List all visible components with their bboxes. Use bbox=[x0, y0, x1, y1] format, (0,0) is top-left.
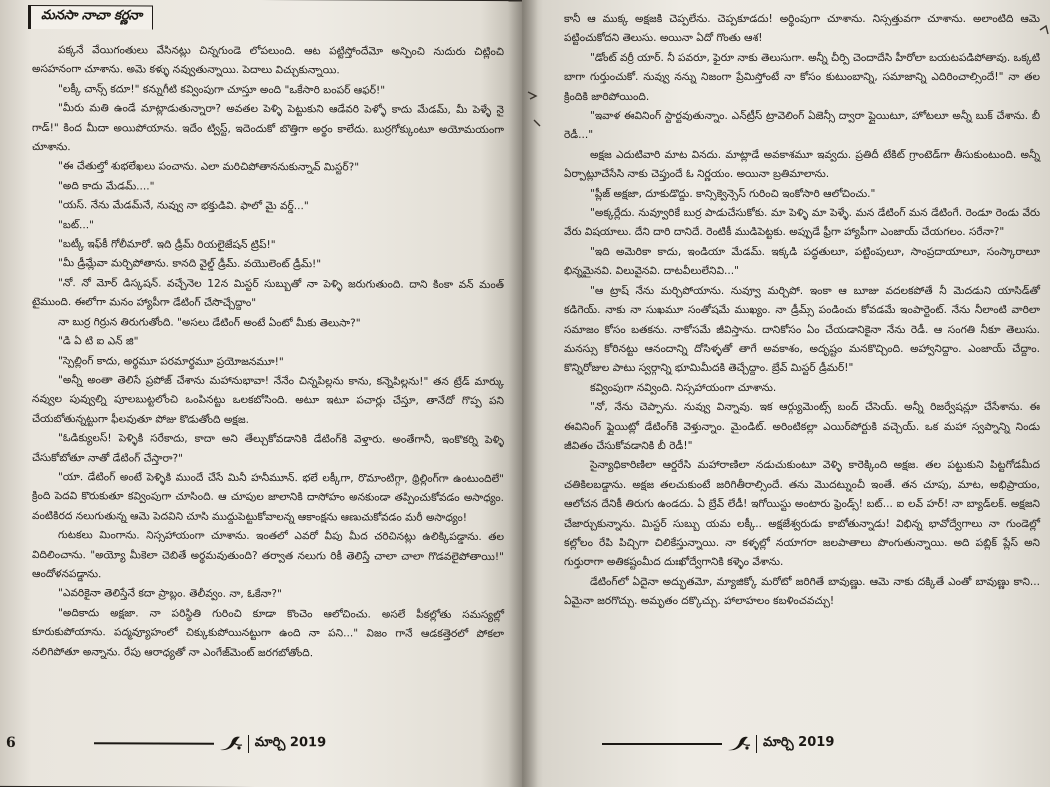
paragraph: "స్పెల్లింగ్ కాదు, అర్థమూ పరమార్థమూ ప్రయోజనమూ!" bbox=[58, 354, 284, 368]
leaf-flourish-icon bbox=[726, 735, 752, 753]
paragraph: "ఇవాళ ఈవినింగ్ స్టార్టవుతున్నాం. ఎన్‌ట్రీస్ ట్రావెలింగ్ ఏజెన్సీ ద్వారా ప్లైయిటూ, హోటలూ అన్నీ బుక్ చేశాను. బీ రెడీ..." bbox=[564, 110, 1040, 142]
issue-date: మార్చి 2019 bbox=[248, 735, 326, 753]
column-title: మనసా నాచా కర్ణనా bbox=[28, 5, 153, 30]
paragraph: "నో. నో మోర్ డిస్కషన్. వచ్చేనెల 12న మిస్టర్ సుబ్బుతో నా పెళ్ళి జరుగుతుంది. దాని కింకా వన్ మంత్ టైముంది. ఈలోగా మనం హ్యాపీగా డేటింగ్ చేసొచ్చేద్దాం" bbox=[32, 276, 504, 310]
right-page-footer bbox=[522, 735, 1050, 753]
left-page bbox=[0, 0, 522, 787]
right-text-column bbox=[564, 10, 1040, 612]
paragraph: "ఓడిక్యులస్! పెళ్ళికి సరేకాదు, కాదా అని తేల్చుకోవడానికి డేటింగ్‌కి వెళ్తారు. అంతేగానీ, ఇంకొకర్ని పెళ్ళి చేసుకోబోతూ నాతో డేటింగ్ చేస్తారా?" bbox=[32, 432, 504, 465]
paragraph: "బట్కీ ఇఫ్‌కీ గోలీమారో. ఇది డ్రీమ్ రియలైజేషన్ ట్రిప్!" bbox=[58, 238, 276, 252]
paragraph: "ఆ ట్రాష్ నేను మర్చిపోయాను. నువ్వూ మర్చిపో. ఇంకా ఆ బూజు వదలకపోతే నీ మెదడుని యాసిడ్‌తో కడిగెయ్. నాకు నా సుఖమూ సంతోషమే ముఖ్యం. నా డ్రీమ్స్ పండించు కోవడమే ఇంపార్టెంట్. నేను నీలాంటి వారిలా సమాజం కోసం బతకను. నాకోసమే జీవిస్తాను. దానికోసం ఏం చేయడానికైనా నేను రెడీ. ఆ సంగతి నీకూ తెలుసు. మనస్సు కోరినట్టు ఆనందాన్ని దోసిళ్ళతో తాగే అవకాశం, అదృష్టం మనకొచ్చింది. అహ్వానిద్దాం. ఎంజాయ్ చేద్దాం. కొన్నిరోజుల పాటు స్వర్గాన్ని భూమిమీదకి తెచ్చేద్దాం. బ్రేవ్ మిస్టర్ డ్రీమర్!" bbox=[564, 284, 1040, 375]
paragraph: "ఈ చేతుల్తో శుభలేఖలు పంచాను. ఎలా మరిచిపోతాననుకున్నావ్ మిస్టర్?" bbox=[58, 160, 360, 174]
paragraph: "యా. డేటింగ్ అంటే పెళ్ళికి ముందే చేసే మినీ హనీమూన్. భలే లక్కీగా, రొమాంటిగ్గా, థ్రిల్లింగ్‌గా ఉంటుందిలే" క్రింది పెదవి కొరుకుతూ కవ్వింపుగా చూసింది. ఆ చూపుల జాలానికి దాసోహం అనకుండా తప్పించుకోవడం అసాధ్యం. వంటికిరద నలుగుతున్న ఆమె పెదవిని చూసి ముద్దుపెట్టుకోవాలన్న ఆకాంక్షను ఆణుచుకోవడం మరీ అసాధ్యం! bbox=[32, 471, 504, 524]
paragraph: "అన్నీ అంతా తెలిసే ప్రపోజ్ చేశాను మహానుభావా! నేనేం చిన్నపిల్లను కాను, కన్నెపిల్లను!" తన ట్రేడ్ మార్కు నవ్వుల పువ్వుల్ని పూలబుట్టలోంచి ఒంపినట్టు ఒలకబోసింది. అటూ ఇటూ పచార్లు చేస్తూ, తానేదో గొప్ప పని చేయబోతున్నట్టుగా ఫీలవుతూ పోజు కొడుతోంది అక్షజ. bbox=[32, 374, 504, 426]
page-number: 6 bbox=[6, 734, 16, 751]
footer-rule bbox=[94, 743, 214, 745]
leaf-flourish-icon bbox=[218, 735, 244, 753]
paragraph: గుటకలు మింగాను. నిస్సహాయంగా చూశాను. ఇంతలో ఎవరో వీపు మీద చరిచినట్లు ఉలిక్కిపడ్డాను. తల విదిలించాను. "అయ్యో మీకెలా చెబితే అర్థమవుతుంది? తర్వాత నలుగు రికీ తెలిస్తే చాలా చాలా గొడవలైపోతాయి!" ఆందోళనపడ్డాను. bbox=[32, 529, 504, 581]
paragraph: "మీ డ్రీమ్లేవా మర్చిపోతాను. కానది వైల్డ్ డ్రీమ్. వయొలెంట్ డ్రీమ్!" bbox=[58, 257, 322, 271]
paragraph: నా బుర్ర గిర్రున తిరుగుతోంది. "అసలు డేటింగ్ అంటే ఏంటో మీకు తెలుసా?" bbox=[58, 315, 361, 330]
paragraph: "నో, నేను చెప్పాను. నువ్వు విన్నావు. ఇక ఆర్గ్యుమెంట్స్ బంద్ చేసెయ్. అన్నీ రిజర్వేషన్లూ చేసేశాను. ఈ ఈవినింగ్ ఫ్లైయిట్లో డేటింగ్‌కి వెళ్తున్నాం. మైండిట్. అరింటికల్లా ఎయిర్‌పోర్టుకి వచ్చెయ్. ఒక మహా స్వప్నాన్ని నిండు జీవితం చేసుకోవడానికి బీ రెడీ!" bbox=[564, 401, 1040, 452]
paragraph: "అక్కర్లేదు. నువ్వూరికే బుర్ర పాడుచేసుకోకు. మా పెళ్ళి మా పెళ్ళే. మన డేటింగ్ మన డేటింగే. రెండూ రెండు వేరు వేరు విషయాలు. దేని దారి దానిదే. రెంటికీ ముడిపెట్టకు. అప్పుడే ఫ్రీగా హ్యాపీగా ఎంజాయ్ చేయగలం. సరేనా?" bbox=[564, 207, 1040, 239]
paragraph: "మీరు మతి ఉండే మాట్లాడుతున్నారా? అవతల పెళ్ళి పెట్టుకుని ఆడేవరి పెళ్ళో కాదు మేడమ్, మీ పెళ్ళే నై గాడ్!" కింద మీదా అయిపోయాను. ఇదేం ట్విస్ట్, ఇదెందుకో బొత్తిగా అర్థం కాలేదు. బుర్రగోక్కుంటూ అయోమయంగా చూశాను. bbox=[32, 102, 504, 154]
right-page bbox=[522, 0, 1050, 787]
footer-rule bbox=[602, 743, 722, 745]
paragraph: కానీ ఆ ముక్క అక్షజకి చెప్పలేను. చెప్పకూడదు! అర్థింపుగా చూశాను. నిస్సత్తువగా చూశాను. అలాంటిది ఆమె పట్టించుకోదని తెలుసు. అయినా ఏదో గొంతు ఆశ! bbox=[564, 13, 1040, 45]
paragraph: "ఇది అమెరికా కాదు, ఇండియా మేడమ్. ఇక్కడి పద్ధతులూ, పట్టింపులూ, సాంప్రదాయాలూ, సంస్కారాలూ భిన్నమైనవి. విలువైనవి. దాటవీలులేనివి..." bbox=[564, 245, 1040, 278]
paragraph: "డోంట్ వర్రీ యార్. నీ పవరూ, ఫైరూ నాకు తెలుసుగా. అన్నీ చీర్పి చెందాదేసి హీరోలా బయటపడిపోతావు. ఒక్కటి బాగా గుర్తుంచుకో. నువ్వు నన్ను నిజంగా ప్రేమిస్తోంటే నా కోసం కుటుంబాన్ని, సమాజాన్ని ఎదిరించాల్సిందే!" నా తల క్రిందికి జారిపోయింది. bbox=[564, 51, 1041, 103]
left-page-footer bbox=[0, 734, 522, 754]
paragraph: "లక్కీ చాన్స్ కదూ!" కన్నుగీటి కవ్వింపుగా చూస్తూ అంది "ఒకేసారి బంపర్ ఆఫర్!" bbox=[58, 82, 386, 97]
paragraph: కవ్వింపుగా నవ్వింది. నిస్సహాయంగా చూశాను. bbox=[590, 381, 777, 394]
book-gutter bbox=[508, 0, 538, 787]
paragraph: అక్షజ ఎదుటివారి మాట వినదు. మాట్లాడే అవకాశమూ ఇవ్వదు. ప్రతిదీ టేకిట్ గ్రాంటెడ్‌గా తీసుకుంటుంది. అన్నీ ఏర్పాట్లూచేసేసి నాకు చెప్తుందే ఓ నిర్ణయం. అయినా బ్రతిమాలాను. bbox=[564, 148, 1040, 181]
paragraph: "ప్లీజ్ అక్షజా, దూకుడొద్దు. కాన్సిక్వెన్సెస్ గురించి ఇంకోసారి ఆలోచించు." bbox=[590, 187, 876, 200]
left-text-column bbox=[32, 41, 504, 664]
paragraph: పక్కనే వేయిగంతులు వేసినట్లు చిన్నగుండె లోపలుంది. ఆట పట్టిస్తోందేమో అన్పించి నుదురు చిట్లించి అసహనంగా చూశాను. అమె కళ్ళు నవ్వుతున్నాయి. పెదాలు విచ్చుకున్నాయి. bbox=[32, 44, 504, 77]
paragraph: "యస్. నేను మేడమ్‌నే, నువ్వు నా భక్తుడివి. ఫాలో మై వర్డ్..." bbox=[58, 199, 309, 213]
paragraph: "డి ఏ టి ఐ ఎన్ జి" bbox=[58, 335, 139, 348]
paragraph: "బట్..." bbox=[58, 218, 94, 231]
paragraph: "అది కాదు మేడమ్...." bbox=[58, 179, 155, 193]
paragraph: "అదికాదు అక్షజా. నా పరిస్థితి గురించి కూడా కొంచెం ఆలోచించు. అసలే పీకల్లోతు సమస్యల్లో కూరుకుపోయాను. పద్మవ్యూహంలో చిక్కుకుపోయినట్టుగా ఉంది నా పని..." విజం గానే ఆడకత్తెరలో పోకలా నలిగిపోతూ అన్నాను. రేపు ఆరాధ్యతో నా ఎంగేజ్‌మెంట్ జరగబోతోంది. bbox=[32, 606, 504, 659]
paragraph: డేటింగ్‌లో ఏదైనా అద్భుతమో, మ్యాజిక్కో మరోటో జరిగితే బావుణ్ణు. ఆమె నాకు దక్కితే ఎంతో బావుణ్ణు కాని... ఏమైనా జరగొచ్చు. అమృతం దక్కొచ్చు. హాలాహలం కబళించవచ్చు! bbox=[564, 575, 1040, 608]
paragraph: "ఎవరికైనా తెలిస్తేనే కదా ప్రాబ్లం. తెలీవ్వం. నా, ఓకేనా?" bbox=[58, 587, 282, 601]
issue-date: మార్చి 2019 bbox=[756, 735, 834, 753]
paragraph: సైన్యాధికారిణిలా ఆర్డరేసి మహారాణిలా నడుచుకుంటూ వెళ్ళి కారెక్కింది అక్షజ. తల పట్టుకుని పిట్టగోడమీద చతికిలబడ్డాను. అక్షజ తలచుకుంటే జరిగితీరాల్సిందే. తను మొదట్నుంచీ ఇంతే. తన చూపు, మాట, అభిప్రాయం, ఆలోచన దేనికీ తిరుగు ఉండదు. ఏ బ్రేవ్ లేడీ! ఇగోయిస్టు అంటారు ఫ్రెండ్స్! బట్... ఐ లవ్ హర్! నా బ్యాడ్‌లక్. అక్షజని చేజార్చుకున్నాను. మిస్టర్ సుబ్బు యమ లక్కీ.. అక్షజేశ్వరుడు కాబోతున్నాడు! విభిన్న భావోద్వేగాలు నా గుండెల్లో కల్లోలం రేపి పిచ్చిగా చిలికేస్తున్నాయి. నా కళ్ళల్లో నయాగరా జలపాతాలు పొంగుతున్నాయి. అది పబ్లిక్ ప్లేస్ అని గుర్తురాగా అతికష్టంమీద దుఃఖోద్వేగానికి కళ్ళెం వేశాను. bbox=[564, 459, 1040, 569]
